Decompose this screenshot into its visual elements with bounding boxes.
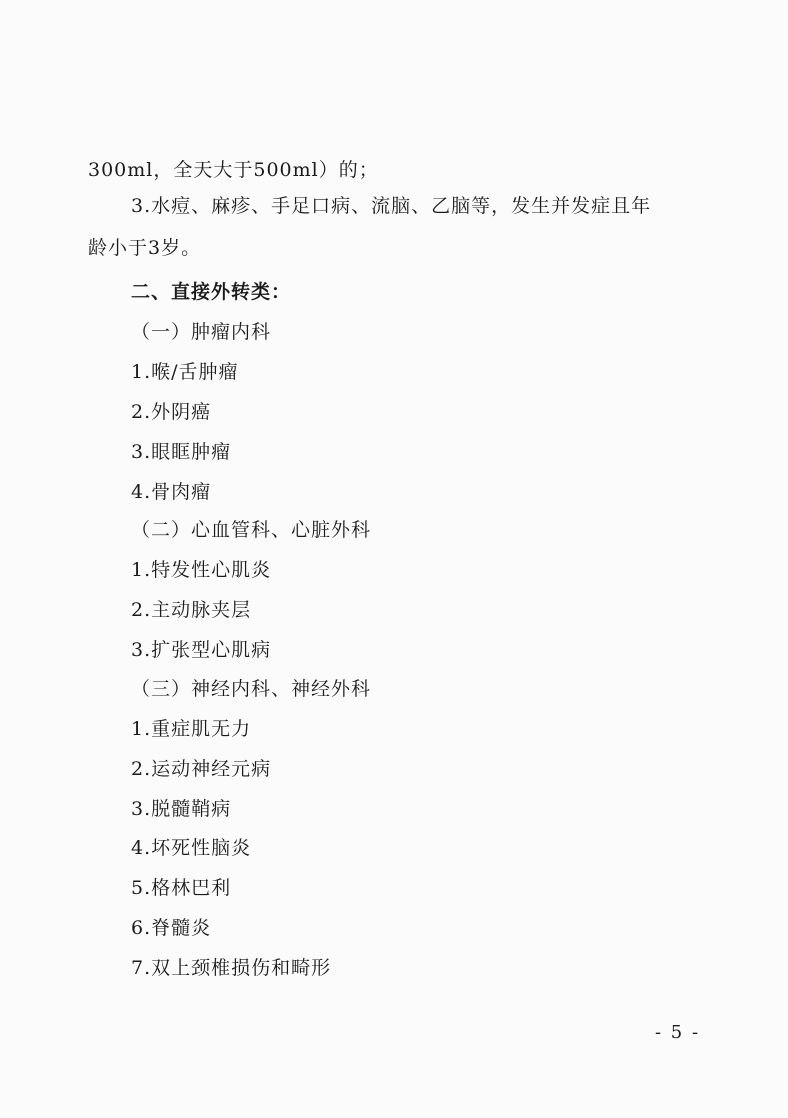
- list-item: 2.外阴癌: [131, 401, 212, 423]
- list-item: 5.格林巴利: [131, 877, 232, 899]
- text-line-age: 龄小于3岁。: [88, 237, 202, 259]
- list-item: 6.脊髓炎: [131, 917, 212, 939]
- text-line-continuation: 300ml，全天大于500ml）的；: [88, 159, 379, 181]
- page-number: - 5 -: [655, 1022, 701, 1043]
- list-item: 3.眼眶肿瘤: [131, 441, 232, 463]
- list-item: 2.运动神经元病: [131, 758, 272, 780]
- list-item: 1.特发性心肌炎: [131, 559, 272, 581]
- list-item: 4.骨肉瘤: [131, 481, 212, 503]
- subheading-neurology: （三）神经内科、神经外科: [131, 678, 372, 700]
- list-item: 4.坏死性脑炎: [131, 837, 252, 859]
- subheading-cardiology: （二）心血管科、心脏外科: [131, 519, 372, 541]
- list-item: 3.脱髓鞘病: [131, 798, 232, 820]
- list-item: 3.扩张型心肌病: [131, 639, 272, 661]
- list-item: 2.主动脉夹层: [131, 599, 252, 621]
- list-item: 7.双上颈椎损伤和畸形: [131, 957, 332, 979]
- list-item: 1.重症肌无力: [131, 718, 252, 740]
- list-item: 1.喉/舌肿瘤: [131, 361, 239, 383]
- subheading-oncology: （一）肿瘤内科: [131, 321, 272, 343]
- section-heading-direct-transfer: 二、直接外转类：: [131, 281, 292, 303]
- list-item-3-chickenpox: 3.水痘、麻疹、手足口病、流脑、乙脑等，发生并发症且年: [131, 195, 652, 217]
